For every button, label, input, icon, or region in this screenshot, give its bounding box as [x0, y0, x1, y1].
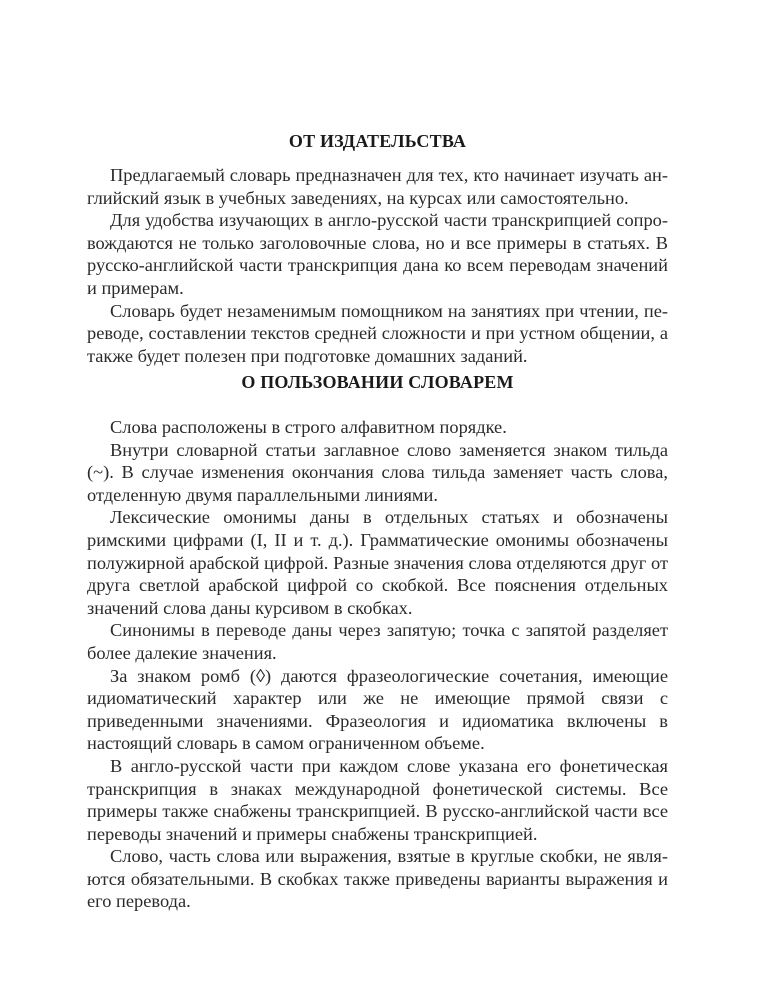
paragraph: Словарь будет незаменимым помощником на занятиях при чтении, переводе, составлении текстов средней сложности и при устном общении, а также будет полезен при подготовке домашних заданий.	[87, 300, 668, 366]
paragraph: Лексические омонимы даны в отдельных статьях и обозначены римскими цифрами (I, II и т. д.). Грамматические омонимы обозначены полужирной арабской цифрой. Разные значения слова отделяются друг от друга светлой арабской цифрой со скобкой. Все пояснения отдельных значений слова даны курсивом в скобках.	[87, 507, 668, 618]
paragraph: Синонимы в переводе даны через запятую; точка с запятой разделяет более далекие значения.	[87, 620, 668, 663]
section-title-from-publisher: ОТ ИЗДАТЕЛЬСТВА	[288, 131, 467, 151]
paragraph: В англо-русской части при каждом слове указана его фонетическая транскрипция в знаках международной фонетической системы. Все примеры также снабжены транскрипцией. В русско-английской части все переводы значений и примеры снабжены транскрипцией.	[87, 755, 668, 844]
paragraph: Слова расположены в строго алфавитном порядке.	[110, 417, 507, 437]
section-from-publisher-body	[87, 164, 668, 367]
paragraph: Слово, часть слова или выражения, взятые в круглые скобки, не являются обязательными. В скобках также приведены варианты выражения и его перевода.	[87, 846, 668, 912]
paragraph: Для удобства изучающих в англо-русской части транскрипцией сопровождаются не только заголовочные слова, но и все примеры в статьях. В русско-английской части транскрипция дана ко всем переводам значений и примерам.	[87, 210, 668, 298]
paragraph: За знаком ромб (◊) даются фразеологические сочетания, имеющие идиоматический характер или же не имеющие прямой связи с приведенными значениями. Фразеология и идиоматика включены в настоящий словарь в самом ограниченном объеме.	[87, 665, 668, 754]
section-how-to-use-body	[87, 416, 668, 913]
section-title-how-to-use: О ПОЛЬЗОВАНИИ СЛОВАРЕМ	[241, 372, 514, 392]
paragraph: Внутри словарной статьи заглавное слово заменяется знаком тильда (~). В случае изменения окончания слова тильда заменяет часть слова, отделенную двумя параллельными линиями.	[87, 439, 668, 505]
paragraph: Предлагаемый словарь предназначен для тех, кто начинает изучать английский язык в учебных заведениях, на курсах или самостоятельно.	[87, 165, 668, 208]
